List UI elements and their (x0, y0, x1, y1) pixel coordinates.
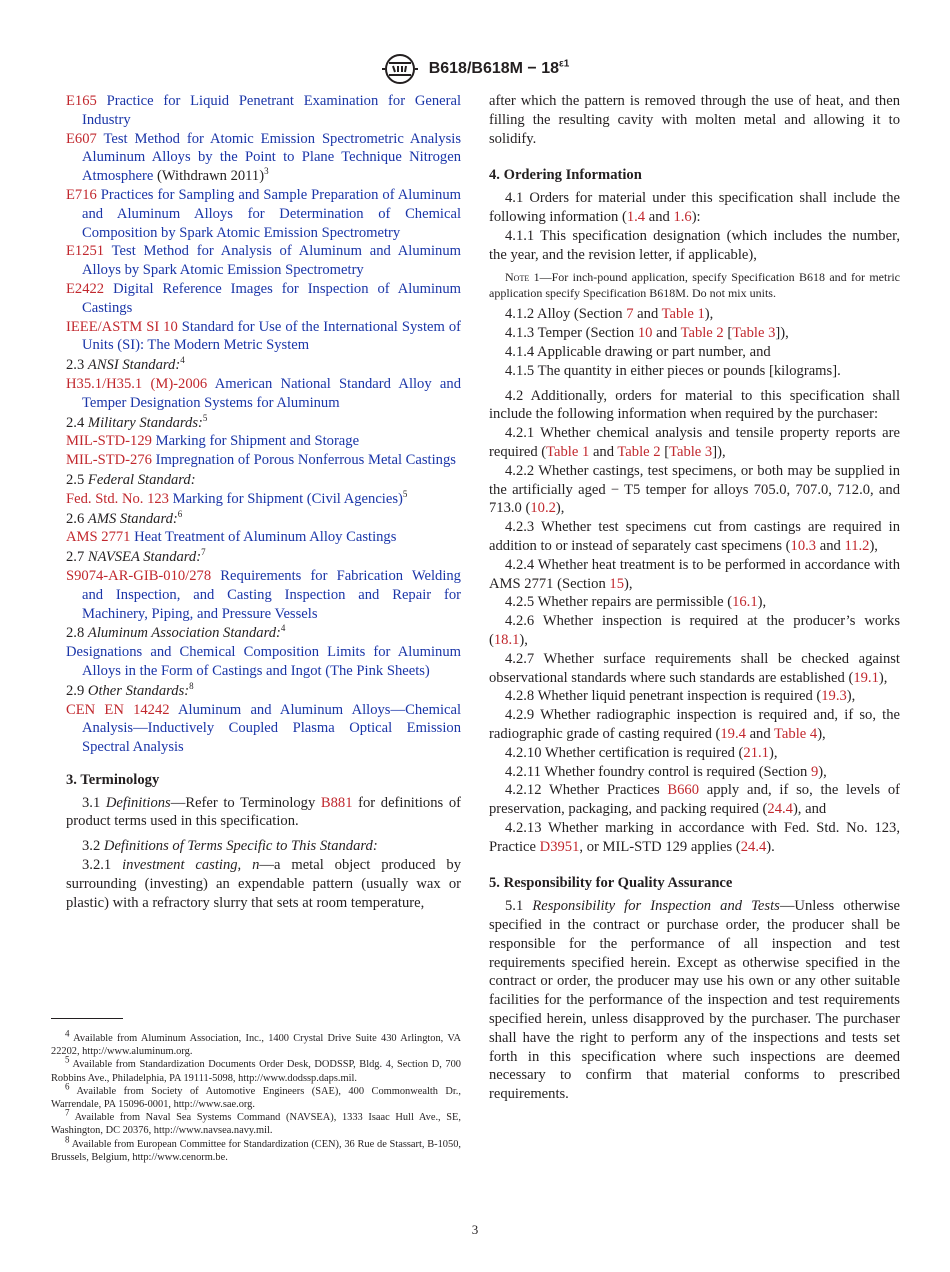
footnote-text: Available from Naval Sea Systems Command (NAVSEA), 1333 Isaac Hull Ave., SE, Washington, DC 20376, http://www.navsea.navy.mil. (51, 1112, 461, 1137)
footnote-text: Available from Aluminum Association, Inc., 1400 Crystal Drive Suite 430 Arlington, VA 22202, http://www.aluminum.org. (51, 1033, 461, 1058)
footnote-marker: 3 (264, 166, 269, 177)
other-standards-heading: 2.9 Other Standards:$^8$ (66, 680, 194, 699)
ams-heading: 2.6 AMS Standard:$^6$ (66, 508, 183, 527)
astm-logo-icon (381, 53, 419, 85)
paragraph-3-2-1: 3.2.1 investment casting, n—a metal object produced by surrounding (investing) an expendable pattern (usually wax or plastic) with a refractory slurry that sets at room temperature, (66, 857, 461, 911)
page-number: 3 (471, 1222, 479, 1237)
xref-link[interactable]: Table 2 (680, 325, 724, 342)
paragraph-4-2-10: 4.2.10 Whether certification is required (21.1), (505, 744, 778, 761)
footnote-number: 6 (65, 1081, 70, 1092)
paragraph-4-2-6: 4.2.6 Whether inspection is required at the producer’s works (18.1), (489, 613, 900, 648)
paragraph-4-1-2: 4.1.2 Alloy (Section 7 and Table 1), (505, 306, 714, 323)
xref-link[interactable]: 1.4 (626, 208, 646, 225)
footnote-item (51, 1081, 462, 1111)
reference-item[interactable]: MIL-STD-276 Impregnation of Porous Nonferrous Metal Castings (66, 452, 456, 469)
right-column (489, 92, 900, 1104)
reference-title[interactable]: Test Method for Atomic Emission Spectrometric Analysis Aluminum Alloys by the Point to Plane Technique Nitrogen Atmosphere (82, 130, 461, 185)
section-title-quality-assurance: 5. Responsibility for Quality Assurance (489, 875, 733, 892)
paragraph-4-2-8: 4.2.8 Whether liquid penetrant inspection is required (19.3), (505, 688, 856, 705)
page-header (0, 53, 950, 85)
paragraph-4-1-5: 4.1.5 The quantity in either pieces or pounds [kilograms]. (505, 362, 841, 379)
footnote-number: 5 (65, 1054, 70, 1065)
footnote-item (51, 1028, 461, 1058)
xref-link[interactable]: B660 (667, 782, 700, 799)
footnote-item (51, 1107, 461, 1137)
paragraph-4-2-3: 4.2.3 Whether test specimens cut from castings are required in addition to or instead of separately cast specimens (10.3 and 11.2), (489, 519, 900, 554)
paragraph-4-2-4: 4.2.4 Whether heat treatment is to be performed in accordance with AMS 2771 (Section 15), (489, 556, 900, 592)
reference-title[interactable]: Digital Reference Images for Inspection of Aluminum Castings (82, 280, 461, 316)
reference-item[interactable]: MIL-STD-129 Marking for Shipment and Storage (66, 433, 360, 450)
xref-link[interactable]: D3951 (539, 838, 580, 855)
xref-link[interactable]: Table 3 (669, 443, 713, 460)
footnotes (51, 1028, 462, 1164)
footnote-number: 7 (65, 1107, 70, 1118)
federal-heading: 2.5 Federal Standard: (66, 471, 196, 488)
reference-code[interactable]: E716 (66, 186, 97, 203)
section-title-ordering: 4. Ordering Information (489, 167, 642, 184)
reference-code[interactable]: E1251 (66, 243, 105, 260)
paragraph-4-2: 4.2 Additionally, orders for material to this specification shall include the following information when required by the purchaser: (489, 387, 900, 423)
paragraph-4-2-1: 4.2.1 Whether chemical analysis and tensile property reports are required (Table 1 and Table 2 [Table 3]), (489, 425, 900, 460)
footnote-text: Available from European Committee for Standardization (CEN), 36 Rue de Stassart, B-1050, Brussels, Belgium, http://www.cenorm.be. (51, 1138, 461, 1163)
paragraph-4-1: 4.1 Orders for material under this specification shall include the following information (1.4 and 1.6): (489, 190, 900, 225)
xref-link[interactable]: Table 1 (661, 306, 705, 323)
xref-link[interactable]: 11.2 (844, 537, 870, 554)
footnote-divider (51, 1018, 123, 1019)
xref-link[interactable]: 10.3 (790, 537, 817, 554)
reference-code[interactable]: E2422 (66, 280, 105, 297)
paragraph-4-2-11: 4.2.11 Whether foundry control is required (Section 9), (505, 763, 827, 780)
reference-item[interactable] (66, 92, 461, 130)
xref-link[interactable]: Table 2 (617, 443, 661, 460)
xref-link[interactable]: 18.1 (493, 631, 520, 648)
military-heading: 2.4 Military Standards:$^5$ (66, 412, 208, 431)
footnote-text: Available from Standardization Documents Order Desk, DODSSP, Bldg. 4, Section D, 700 Robbins Ave., Philadelphia, PA 19111-5098, http://www.dodssp.daps.mil. (51, 1059, 461, 1084)
paragraph-5-1: 5.1 Responsibility for Inspection and Tests—Unless otherwise specified in the contract or purchase order, the producer shall be responsible for the performance of all inspection and test requirements specified herein. Except as otherwise specified in the contract or order, the producer may use his own or any other suitable facilities for the performance of the inspection and test requirements specified herein, unless disapproved by the purchaser. The purchaser shall have the right to perform any of the inspections and tests set forth in this specification where such inspections are deemed necessary to confirm that material conforms to prescribed requirements. (489, 898, 900, 1103)
paragraph-3-1: 3.1 Definitions—Refer to Terminology B881 for definitions of product terms used in this specification. (66, 794, 461, 830)
reference-title[interactable]: Practice for Liquid Penetrant Examination for General Industry (82, 93, 462, 128)
xref-link[interactable]: 7 (626, 306, 634, 323)
xref-link[interactable]: Table 1 (546, 443, 590, 460)
paragraph-4-2-13: 4.2.13 Whether marking in accordance with Fed. Std. No. 123, Practice D3951, or MIL-STD 129 applies (24.4). (489, 819, 900, 855)
document-designation: $B618/B618M - 18^{\varepsilon 1}$ (428, 58, 570, 77)
xref-link[interactable]: Table 3 (732, 325, 776, 342)
xref-link[interactable]: 19.4 (720, 725, 746, 742)
reference-title[interactable]: Test Method for Analysis of Aluminum and Aluminum Alloys by Spark Atomic Emission Spectrometry (82, 243, 462, 279)
xref-link[interactable]: 10.2 (530, 500, 556, 517)
paragraph-4-2-12: 4.2.12 Whether Practices B660 apply and, if so, the levels of preservation, packaging, and packing required (24.4), and (489, 782, 901, 818)
reference-item[interactable]: Designations and Chemical Composition Limits for Aluminum Alloys in the Form of Castings and Ingot (The Pink Sheets) (66, 644, 461, 679)
reference-item[interactable]: CEN EN 14242 Aluminum and Aluminum Alloys—Chemical Analysis—Inductively Coupled Plasma Optical Emission Spectral Analysis (66, 701, 462, 756)
reference-item[interactable] (66, 280, 461, 318)
ansi-heading: 2.3 ANSI Standard:$^4$ (66, 355, 185, 374)
footnote-item (51, 1134, 461, 1164)
reference-note: (Withdrawn 2011) (153, 168, 265, 185)
paragraph-4-1-1: 4.1.1 This specification designation (which includes the number, the year, and the revision letter, if applicable), (489, 227, 900, 263)
reference-item[interactable]: H35.1/H35.1 (M)-2006 American National Standard Alloy and Temper Designation Systems for Aluminum (66, 375, 462, 411)
reference-item[interactable] (66, 186, 461, 242)
paragraph-4-2-2: 4.2.2 Whether castings, test specimens, or both may be supplied in the artificially aged − T5 temper for alloys 705.0, 707.0, 712.0, and 713.0 (10.2), (489, 462, 900, 517)
xref-link[interactable]: Table 4 (774, 725, 818, 742)
navsea-heading: 2.7 NAVSEA Standard:$^7$ (66, 547, 206, 566)
reference-title[interactable]: Practices for Sampling and Sample Preparation of Aluminum and Aluminum Alloys for Determination of Chemical Composition by Spark Atomic Emission Spectrometry (82, 186, 461, 241)
xref-link[interactable]: 19.1 (853, 669, 879, 686)
reference-item[interactable] (66, 130, 461, 186)
xref-link[interactable]: 10 (637, 325, 653, 342)
xref-link[interactable]: 19.3 (821, 688, 847, 705)
aluminum-association-heading: 2.8 Aluminum Association Standard:$^4$ (66, 623, 286, 642)
paragraph-3-2: 3.2 Definitions of Terms Specific to This Standard: (82, 838, 378, 855)
paragraph-4-1-4: 4.1.4 Applicable drawing or part number, and (505, 343, 771, 360)
reference-title[interactable]: Standard for Use of the International System of Units (SI): The Modern Metric System (82, 318, 461, 354)
paragraph-4-2-9: 4.2.9 Whether radiographic inspection is required and, if so, the radiographic grade of casting required (19.4 and Table 4), (489, 707, 900, 742)
section-title-terminology: 3. Terminology (66, 771, 160, 788)
reference-item[interactable]: Fed. Std. No. 123 Marking for Shipment (Civil Agencies)$^5$ (66, 488, 408, 507)
xref-link[interactable]: 15 (609, 575, 624, 592)
reference-item[interactable] (66, 242, 461, 280)
xref-link[interactable]: 16.1 (732, 594, 758, 611)
reference-item[interactable]: S9074-AR-GIB-010/278 Requirements for Fabrication Welding and Inspection, and Casting Inspection and Repair for Machinery, Piping, and Pressure Vessels (66, 567, 461, 622)
astm-reference-list (66, 92, 461, 355)
reference-code[interactable]: E607 (66, 130, 97, 147)
paragraph-3-2-1-continued: after which the pattern is removed through the use of heat, and then filling the resulting cavity with molten metal and allowing it to solidify. (489, 93, 900, 147)
footnote-item (51, 1054, 461, 1084)
footnote-text: Available from Society of Automotive Engineers (SAE), 400 Commonwealth Dr., Warrendale, PA 15096-0001, http://www.sae.org. (51, 1085, 462, 1111)
xref-link[interactable]: 9 (810, 763, 819, 780)
reference-code[interactable]: E165 (66, 93, 97, 109)
footnote-number: 8 (65, 1134, 70, 1145)
xref-link[interactable]: 24.4 (767, 801, 793, 818)
reference-code[interactable]: IEEE/ASTM SI 10 (66, 318, 178, 335)
left-column (66, 92, 461, 912)
xref-link[interactable]: 1.6 (673, 208, 692, 225)
xref-link[interactable]: B881 (320, 794, 353, 811)
paragraph-4-1-3: 4.1.3 Temper (Section 10 and Table 2 [Table 3]), (505, 325, 789, 342)
paragraph-4-2-7: 4.2.7 Whether surface requirements shall be checked against observational standards where such standards are established (19.1), (489, 650, 900, 686)
reference-item[interactable] (66, 318, 461, 356)
reference-item[interactable]: AMS 2771 Heat Treatment of Aluminum Alloy Castings (66, 529, 397, 546)
footnote-number: 4 (65, 1028, 70, 1039)
xref-link[interactable]: 24.4 (740, 838, 767, 855)
note-1: Note 1—For inch-pound application, specify Specification B618 and for metric application specify Specification B618M. Do not mix units. (489, 270, 901, 300)
paragraph-4-2-5: 4.2.5 Whether repairs are permissible (16.1), (505, 594, 767, 611)
xref-link[interactable]: 21.1 (743, 744, 769, 761)
